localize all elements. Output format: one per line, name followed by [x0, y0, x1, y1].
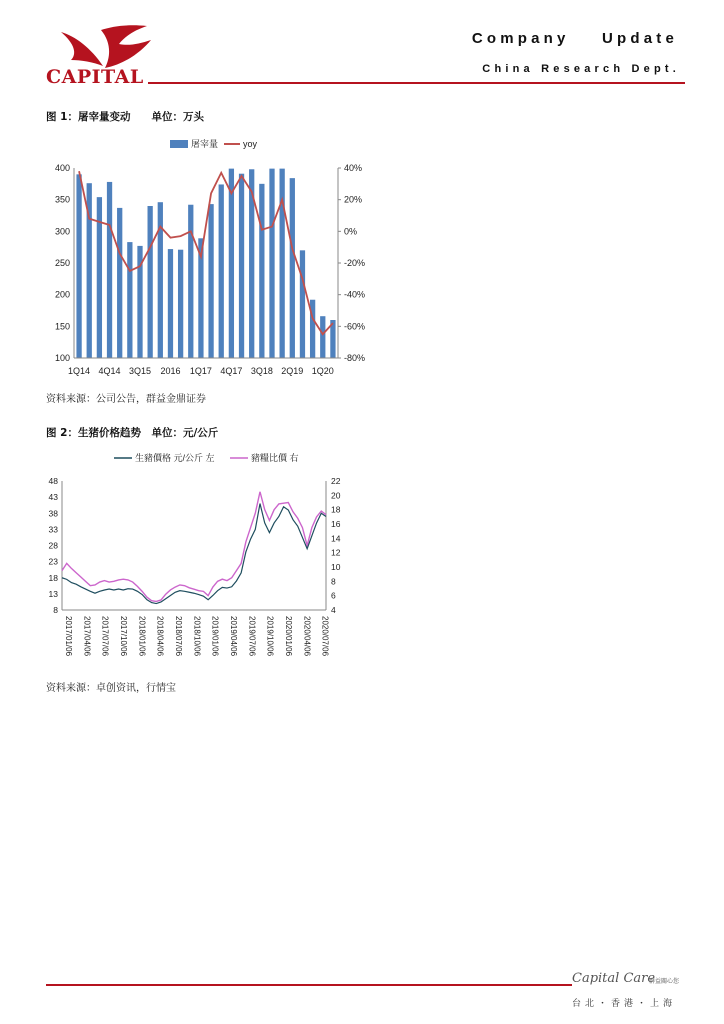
x-tick-label: 1Q17 — [189, 366, 212, 376]
x-tick-label: 3Q15 — [128, 366, 152, 376]
bar — [178, 250, 183, 358]
y-left-tick-label: 33 — [48, 524, 58, 535]
x-tick-label: 2018/07/06 — [174, 616, 183, 657]
y-right-tick-label: 22 — [331, 476, 341, 486]
y-right-tick-label: -60% — [344, 321, 366, 332]
y-right-tick-label: -20% — [344, 258, 366, 268]
bar — [148, 206, 153, 358]
header-title: Company Update — [471, 30, 678, 47]
x-tick-label: 2019/01/06 — [210, 616, 220, 657]
y-left-tick-label: 250 — [54, 258, 70, 268]
bar — [320, 316, 325, 358]
x-tick-label: 2017/04/06 — [82, 616, 92, 657]
y-right-tick-label: 10 — [331, 562, 341, 572]
x-tick-label: 2020/04/06 — [302, 616, 312, 657]
x-tick-label: 2019/04/06 — [229, 616, 238, 657]
y-right-tick-label: 6 — [331, 590, 336, 601]
x-tick-label: 2017/01/06 — [64, 616, 73, 657]
bar — [239, 174, 244, 358]
legend-label-ratio: 豬糧比價 右 — [251, 453, 299, 463]
header-subtitle: China Research Dept. — [482, 63, 680, 75]
x-tick-label: 2016 — [160, 366, 181, 376]
y-right-tick-label: -40% — [344, 289, 366, 300]
y-right-tick-label: -80% — [344, 353, 366, 363]
x-tick-label: 2017/07/06 — [100, 616, 110, 657]
y-left-tick-label: 43 — [48, 492, 58, 503]
figure2-source: 资料来源：卓创资讯，行情宝 — [46, 683, 176, 694]
figure1-source: 资料来源：公司公告，群益金鼎证券 — [46, 394, 206, 405]
y-left-tick-label: 350 — [54, 194, 70, 205]
x-tick-label: 2020/01/06 — [284, 616, 293, 657]
y-left-tick-label: 300 — [54, 226, 70, 237]
legend-label-bars: 屠宰量 — [191, 139, 219, 149]
y-right-tick-label: 40% — [344, 163, 363, 173]
y-right-tick-label: 0% — [344, 226, 358, 237]
footer-rule — [46, 984, 572, 986]
x-tick-label: 4Q14 — [98, 366, 121, 376]
x-tick-label: 2018/01/06 — [137, 616, 147, 657]
x-tick-label: 1Q14 — [68, 366, 91, 376]
y-left-tick-label: 150 — [54, 321, 70, 332]
bar — [290, 178, 295, 358]
bar — [259, 184, 264, 358]
bar — [219, 184, 224, 358]
y-left-tick-label: 18 — [48, 572, 58, 583]
figure1-chart — [44, 132, 374, 382]
x-tick-label: 2Q19 — [281, 366, 304, 376]
y-right-tick-label: 16 — [331, 519, 341, 529]
bar — [107, 182, 112, 358]
legend-label-price: 生豬價格 元/公斤 左 — [135, 453, 215, 463]
bar — [229, 169, 234, 358]
bar — [280, 169, 285, 358]
footer-cities: 台北・香港・上海 — [572, 999, 677, 1009]
y-right-tick-label: 8 — [331, 576, 336, 587]
x-tick-label: 1Q20 — [311, 366, 334, 376]
figure1-title: 图 1：屠宰量变动 单位：万头 — [46, 111, 204, 123]
y-right-tick-label: 18 — [331, 504, 341, 515]
x-tick-label: 2020/07/06 — [320, 616, 330, 657]
y-left-tick-label: 13 — [48, 588, 58, 599]
figure2-title: 图 2：生猪价格趋势 单位：元/公斤 — [46, 427, 219, 439]
y-left-tick-label: 400 — [54, 163, 70, 173]
y-left-tick-label: 100 — [54, 353, 70, 363]
footer-brand-cn: 群益關心您 — [649, 978, 680, 985]
legend-swatch-bars — [170, 140, 188, 148]
logo-text: CAPITAL — [46, 66, 144, 88]
x-tick-label: 2017/10/06 — [119, 616, 128, 657]
y-right-tick-label: 20% — [344, 194, 363, 205]
y-left-tick-label: 28 — [48, 540, 58, 551]
header-rule — [148, 82, 685, 84]
bar — [208, 204, 213, 358]
bar — [300, 250, 305, 358]
x-tick-label: 4Q17 — [220, 366, 243, 376]
x-tick-label: 2018/10/06 — [192, 616, 202, 657]
y-left-tick-label: 200 — [54, 289, 70, 300]
y-right-tick-label: 12 — [331, 547, 341, 558]
bar — [76, 174, 81, 358]
footer-brand: Capital Care — [572, 971, 656, 986]
figure2-chart — [44, 446, 364, 676]
x-tick-label: 2019/07/06 — [247, 616, 257, 657]
bar — [117, 208, 122, 358]
y-right-tick-label: 14 — [331, 533, 341, 544]
y-right-tick-label: 4 — [331, 605, 336, 615]
x-tick-label: 2018/04/06 — [155, 616, 165, 657]
y-left-tick-label: 38 — [48, 508, 58, 519]
bar — [188, 205, 193, 358]
y-left-tick-label: 48 — [48, 476, 58, 486]
y-left-tick-label: 8 — [53, 605, 58, 615]
bar — [168, 249, 173, 358]
y-left-tick-label: 23 — [48, 556, 58, 567]
x-tick-label: 3Q18 — [250, 366, 273, 376]
x-tick-label: 2019/10/06 — [265, 616, 275, 657]
legend-label-yoy: yoy — [243, 139, 258, 149]
y-right-tick-label: 20 — [331, 490, 341, 501]
bar — [269, 169, 274, 358]
bar — [127, 242, 132, 358]
